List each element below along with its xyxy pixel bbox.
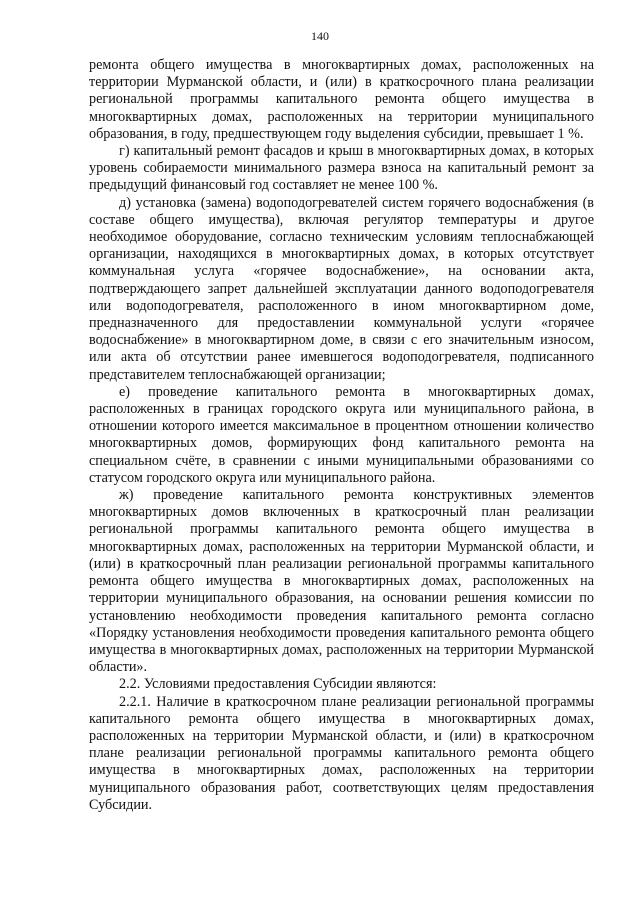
paragraph-continuation: ремонта общего имущества в многоквартирных домах, расположенных на территории Мурманской области, и (или) в краткосрочного плана реализации региональной программы капитального ремонта общего имущества в многоквартирных домах, расположенных на территории муниципального образования, в году, предшествующем году выделения субсидии, превышает 1 %. [89,57,594,142]
section-heading-2-2: 2.2. Условиями предоставления Субсидии являются: [119,676,437,693]
paragraph-2-2-1: 2.2.1. Наличие в краткосрочном плане реализации региональной программы капитального ремонта общего имущества в многоквартирных домах, расположенных на территории Мурманской области, и (или) в краткосрочном плане реализации региональной программы капитального ремонта общего имущества в многоквартирных домах, расположенных на территории муниципального образования работ, соответствующих целям предоставления Субсидии. [89,693,594,813]
paragraph-item-e: е) проведение капитального ремонта в многоквартирных домах, расположенных в границах городского округа или муниципального района, в отношении которого имеется максимальное в процентном отношении количество многоквартирных домов, формирующих фонд капитального ремонта на специальном счёте, в сравнении с иными муниципальными образованиями со статусом городского округа или муниципального района. [89,383,594,486]
paragraph-item-g: г) капитальный ремонт фасадов и крыш в многоквартирных домах, в которых уровень собираемости минимального размера взноса на капитальный ремонт за предыдущий финансовый год составляет не менее 100 %. [89,143,594,194]
paragraph-item-zh: ж) проведение капитального ремонта конструктивных элементов многоквартирных домов включенных в краткосрочный план реализации региональной программы капитального ремонта общего имущества в многоквартирных домах, расположенных на территории Мурманской области, и (или) в краткосрочный план реализации региональной программы капитального ремонта общего имущества в многоквартирных домах, расположенных на территории муниципального образования, на основании решения комиссии по установлению необходимости проведения капитального ремонта согласно «Порядку установления необходимости проведения капитального ремонта общего имущества в многоквартирных домах, расположенных на территории Мурманской области». [89,487,594,676]
paragraph-item-d: д) установка (замена) водоподогревателей систем горячего водоснабжения (в составе общего имущества), включая регулятор температуры и другое необходимое оборудование, согласно техническим условиям теплоснабжающей организации, находящихся в многоквартирных домах, в которых отсутствует коммунальная услуга «горячее водоснабжение», на основании акта, подтверждающего запрет дальнейшей эксплуатации данного водоподогревателя или водоподогревателя, расположенного в ином многоквартирном доме, предназначенного для предоставлении коммунальной услуги «горячее водоснабжение» в многоквартирном доме, в связи с его значительным износом, или акта об отсутствии ранее имевшегося водоподогревателя, подписанного представителем теплоснабжающей организации; [89,194,594,383]
page-number: 140 [311,29,329,43]
document-body [89,57,594,814]
